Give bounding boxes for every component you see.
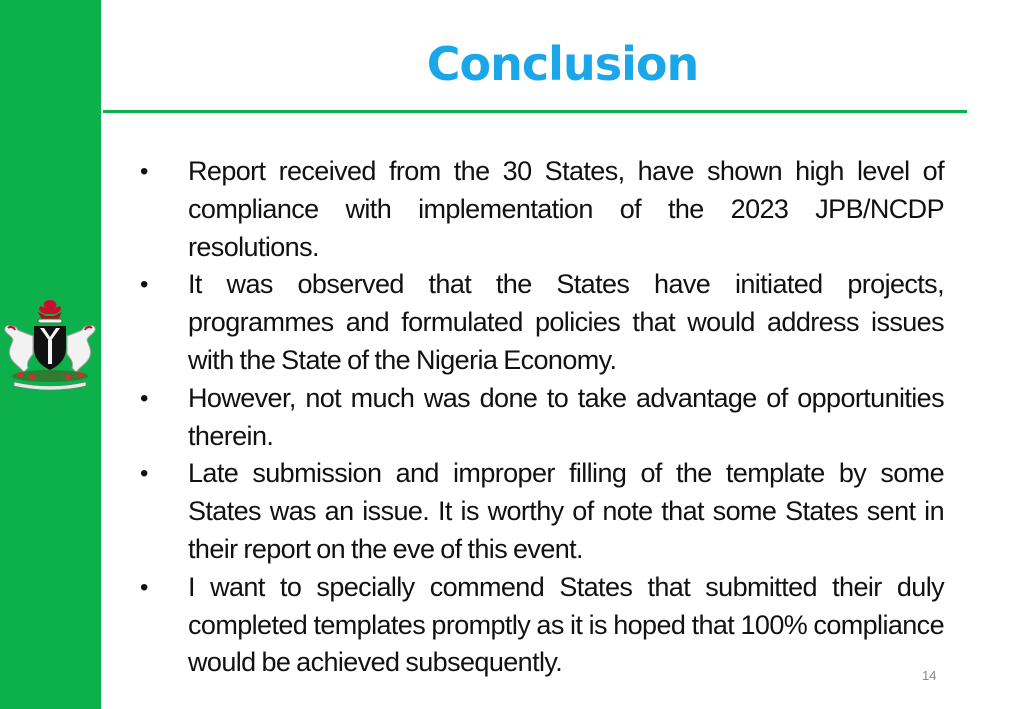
bullet-item xyxy=(140,266,944,379)
bullet-dot-icon: • xyxy=(140,573,148,601)
slide-title: Conclusion xyxy=(426,37,699,91)
title-divider xyxy=(103,110,967,113)
bullet-text: It was observed that the States have initiated projects, programmes and formulated policies that would address issues with the State of the Nigeria Economy. xyxy=(188,269,944,375)
bullet-dot-icon: • xyxy=(140,158,148,185)
coat-of-arms-icon xyxy=(0,296,100,392)
bullet-item xyxy=(140,380,944,456)
page-number: 14 xyxy=(922,668,937,683)
bullet-item xyxy=(140,153,944,266)
bullet-text: Report received from the 30 States, have shown high level of compliance with implementation of the 2023 JPB/NCDP resolutions. xyxy=(188,156,944,262)
conclusion-bullet-list xyxy=(140,153,944,682)
bullet-dot-icon: • xyxy=(140,384,148,412)
bullet-text: However, not much was done to take advantage of opportunities therein. xyxy=(188,382,944,451)
bullet-text: I want to specially commend States that submitted their duly completed templates promptly as it is hoped that 100% compliance would be achieved subsequently. xyxy=(188,571,944,678)
bullet-text: Late submission and improper filling of the template by some States was an issue. It is worthy of note that some States sent in their report on the eve of this event. xyxy=(188,458,944,564)
bullet-dot-icon: • xyxy=(140,460,148,488)
bullet-item xyxy=(140,455,944,568)
bullet-item xyxy=(140,569,944,682)
bullet-dot-icon: • xyxy=(140,271,148,299)
